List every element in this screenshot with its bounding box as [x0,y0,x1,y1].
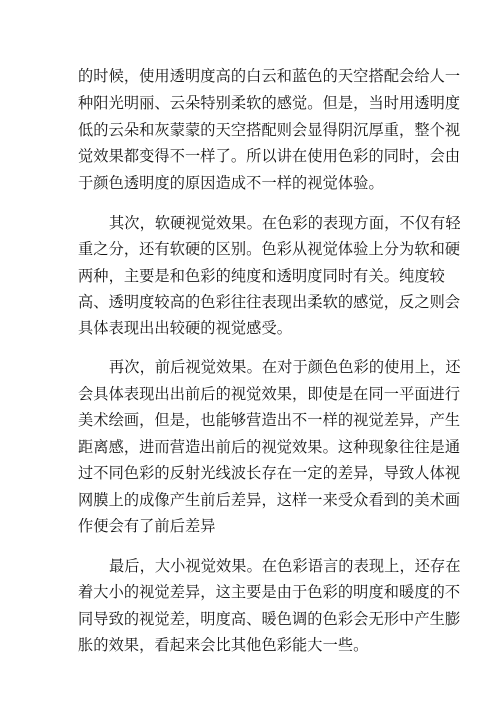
paragraph-line: 觉效果都变得不一样了。所以讲在使用色彩的同时，会由 [78,147,461,165]
paragraph-line: 同导致的视觉差，明度高、暖色调的色彩会无形中产生膨 [78,610,461,628]
paragraph-line: 着大小的视觉差异，这主要是由于色彩的明度和暖度的不 [78,583,461,601]
paragraph-line: 胀的效果，看起来会比其他色彩能大一些。 [78,636,369,654]
paragraph-line: 最后，大小视觉效果。在色彩语言的表现上，还存在 [109,557,461,575]
paragraph-line: 具体表现出出较硬的视觉感受。 [78,319,293,337]
paragraph-line: 的时候，使用透明度高的白云和蓝色的天空搭配会给人一 [78,67,461,85]
paragraph-line: 两种，主要是和色彩的纯度和透明度同时有关。纯度较 [78,267,445,285]
paragraph-line: 过不同色彩的反射光线波长存在一定的差异，导致人体视 [78,464,461,482]
paragraph-line: 高、透明度较高的色彩往往表现出柔软的感觉，反之则会 [78,293,461,311]
paragraph-line: 种阳光明丽、云朵特别柔软的感觉。但是，当时用透明度 [78,94,461,112]
paragraph-line: 重之分，还有软硬的区别。色彩从视觉体验上分为软和硬 [78,240,461,258]
paragraph-line: 网膜上的成像产生前后差异，这样一来受众看到的美术画 [78,491,461,509]
paragraph-line: 于颜色透明度的原因造成不一样的视觉体验。 [78,174,384,192]
paragraph-line: 作便会有了前后差异 [78,517,216,535]
paragraph-line: 距离感，进而营造出前后的视觉效果。这种现象往往是通 [78,438,461,456]
paragraph-line: 其次，软硬视觉效果。在色彩的表现方面，不仅有轻 [109,214,461,232]
paragraph-line: 低的云朵和灰蒙蒙的天空搭配则会显得阴沉厚重，整个视 [78,121,461,139]
paragraph-line: 美术绘画，但是，也能够营造出不一样的视觉差异，产生 [78,411,461,429]
paragraph-line: 会具体表现出出前后的视觉效果，即使是在同一平面进行 [78,385,461,403]
paragraph-line: 再次，前后视觉效果。在对于颜色色彩的使用上，还 [109,358,461,376]
